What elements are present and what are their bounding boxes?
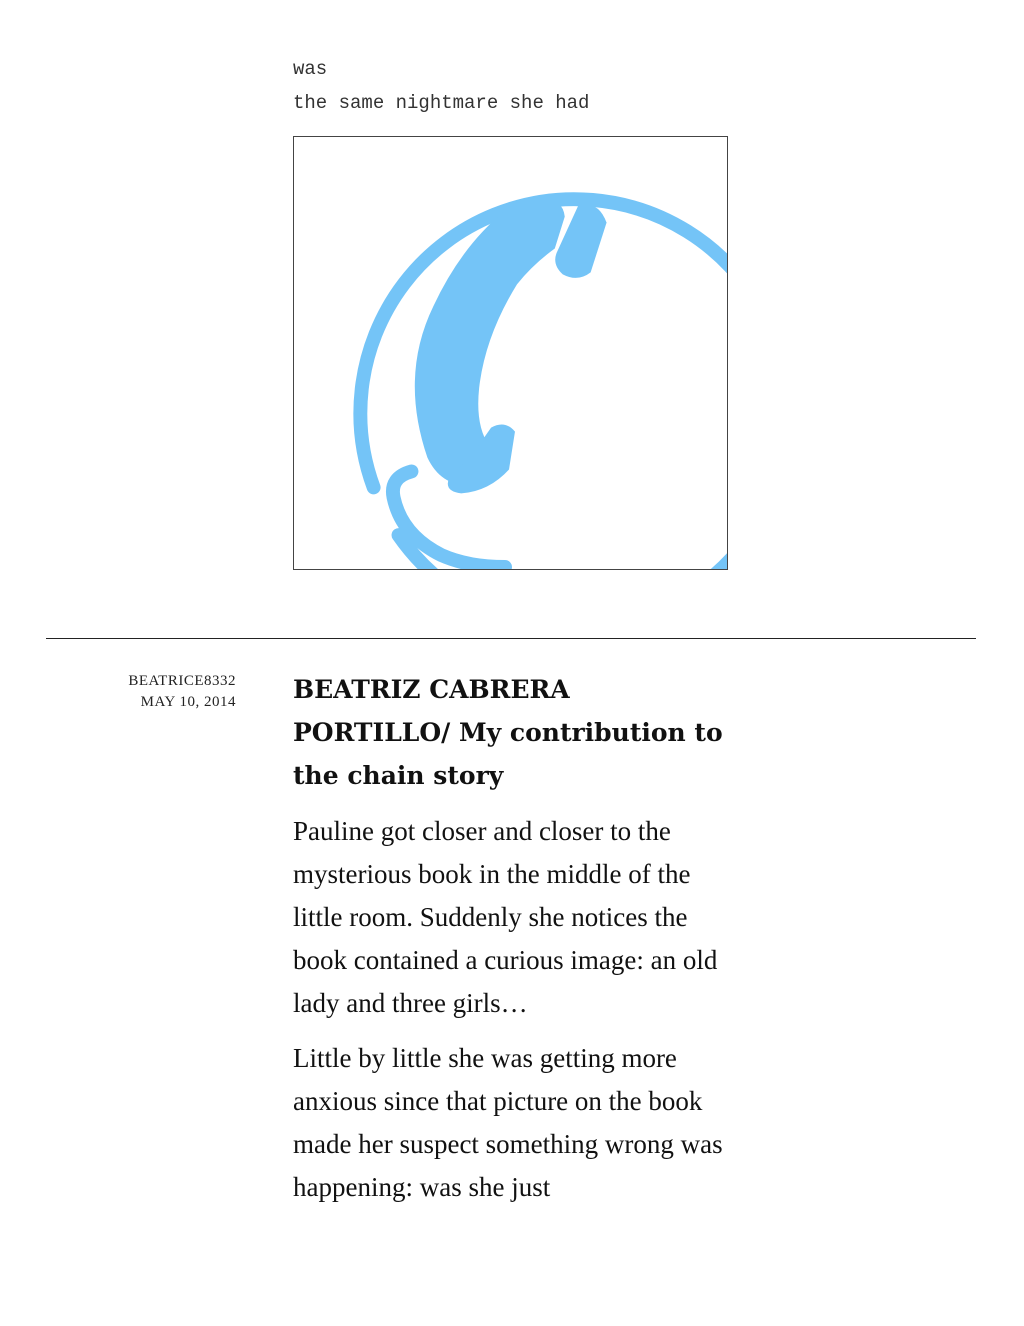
paragraph: Little by little she was getting more anxious since that picture on the book made her suspect something wrong was happening: was she just bbox=[293, 1043, 723, 1202]
section-divider bbox=[46, 638, 976, 639]
post-title[interactable]: BEATRIZ CABRERA PORTILLO/ My contribution to the chain story bbox=[293, 675, 723, 790]
phone-image bbox=[293, 136, 728, 570]
phone-handset-in-circle-icon bbox=[294, 137, 727, 569]
post-body bbox=[293, 810, 733, 1221]
text-line: the same nightmare she had bbox=[293, 92, 590, 114]
paragraph: Pauline got closer and closer to the mysterious book in the middle of the little room. Suddenly she notices the book contained a curious image: an old lady and three girls… bbox=[293, 816, 718, 1018]
post-date[interactable]: MAY 10, 2014 bbox=[140, 694, 236, 710]
post-author[interactable]: BEATRICE8332 bbox=[128, 673, 236, 689]
post-meta bbox=[60, 671, 236, 713]
text-line: was bbox=[293, 58, 328, 80]
preformatted-text bbox=[293, 52, 589, 120]
